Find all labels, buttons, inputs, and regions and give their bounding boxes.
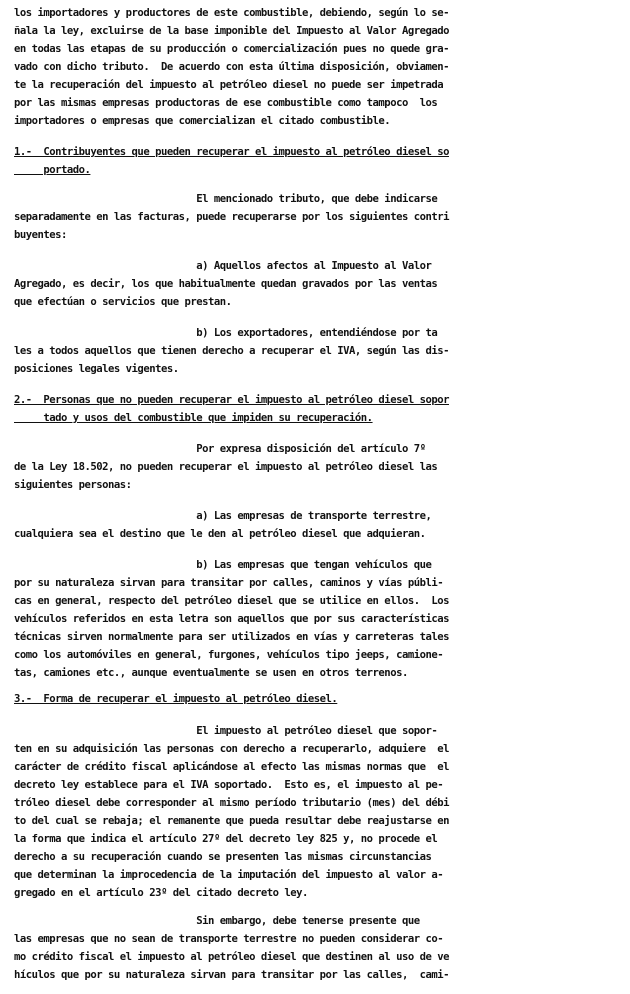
text-line: Agregado, es decir, los que habitualmente quedan gravados por las ventas [14,278,438,290]
text-line: de la Ley 18.502, no pueden recuperar el impuesto al petróleo diesel las [14,461,438,473]
section-heading-1: 1.- Contribuyentes que pueden recuperar el impuesto al petróleo diesel so [14,146,449,158]
text-line: ñala la ley, excluirse de la base imponible del Impuesto al Valor Agregado [14,25,449,37]
text-line: decreto ley establece para el IVA soportado. Esto es, el impuesto al pe- [14,779,444,791]
text-line: b) Los exportadores, entendiéndose por ta [14,327,438,339]
text-line: la forma que indica el artículo 27º del decreto ley 825 y, no procede el [14,833,438,845]
text-line: to del cual se rebaja; el remanente que pueda resultar debe reajustarse en [14,815,449,827]
section-heading-2-cont: tado y usos del combustible que impiden su recuperación. [14,412,373,424]
text-line: les a todos aquellos que tienen derecho a recuperar el IVA, según las dis- [14,345,449,357]
text-line: en todas las etapas de su producción o comercialización pues no quede gra- [14,43,449,55]
text-line: que determinan la improcedencia de la imputación del impuesto al valor a- [14,869,444,881]
text-line: siguientes personas: [14,479,132,491]
text-line: importadores o empresas que comercializan el citado combustible. [14,115,391,127]
text-line: a) Aquellos afectos al Impuesto al Valor [14,260,432,272]
text-line: técnicas sirven normalmente para ser utilizados en vías y carreteras tales [14,631,449,643]
text-line: Por expresa disposición del artículo 7º [14,443,426,455]
text-line: a) Las empresas de transporte terrestre, [14,510,432,522]
text-line: te la recuperación del impuesto al petróleo diesel no puede ser impetrada [14,79,444,91]
section-heading-1-cont: portado. [14,164,91,176]
text-line: ten en su adquisición las personas con derecho a recuperarlo, adquiere el [14,743,449,755]
text-line: cualquiera sea el destino que le den al petróleo diesel que adquieran. [14,528,426,540]
text-line: Sin embargo, debe tenerse presente que [14,915,420,927]
text-line: carácter de crédito fiscal aplicándose al efecto las mismas normas que el [14,761,449,773]
text-line: tróleo diesel debe corresponder al mismo período tributario (mes) del débi [14,797,449,809]
text-line: vado con dicho tributo. De acuerdo con esta última disposición, obviamen- [14,61,449,73]
text-line: b) Las empresas que tengan vehículos que [14,559,432,571]
text-line: los importadores y productores de este combustible, debiendo, según lo se- [14,7,449,19]
text-line: mo crédito fiscal el impuesto al petróleo diesel que destinen al uso de ve [14,951,449,963]
text-line: las empresas que no sean de transporte terrestre no pueden considerar co- [14,933,444,945]
text-line: buyentes: [14,229,67,241]
text-line: por su naturaleza sirvan para transitar por calles, caminos y vías públi- [14,577,444,589]
text-line: derecho a su recuperación cuando se presenten las mismas circunstancias [14,851,432,863]
text-line: El mencionado tributo, que debe indicarse [14,193,438,205]
text-line: separadamente en las facturas, puede recuperarse por los siguientes contri [14,211,449,223]
text-line: tas, camiones etc., aunque eventualmente se usen en otros terrenos. [14,667,408,679]
section-heading-2: 2.- Personas que no pueden recuperar el impuesto al petróleo diesel sopor [14,394,449,406]
text-line: gregado en el artículo 23º del citado decreto ley. [14,887,308,899]
text-line: hículos que por su naturaleza sirvan para transitar por las calles, cami- [14,969,449,981]
text-line: cas en general, respecto del petróleo diesel que se utilice en ellos. Los [14,595,449,607]
text-line: posiciones legales vigentes. [14,363,179,375]
text-line: que efectúan o servicios que prestan. [14,296,232,308]
text-line: por las mismas empresas productoras de ese combustible como tampoco los [14,97,438,109]
text-line: vehículos referidos en esta letra son aquellos que por sus características [14,613,449,625]
text-line: El impuesto al petróleo diesel que sopor- [14,725,438,737]
text-line: como los automóviles en general, furgones, vehículos tipo jeeps, camione- [14,649,444,661]
section-heading-3: 3.- Forma de recuperar el impuesto al petróleo diesel. [14,693,338,705]
